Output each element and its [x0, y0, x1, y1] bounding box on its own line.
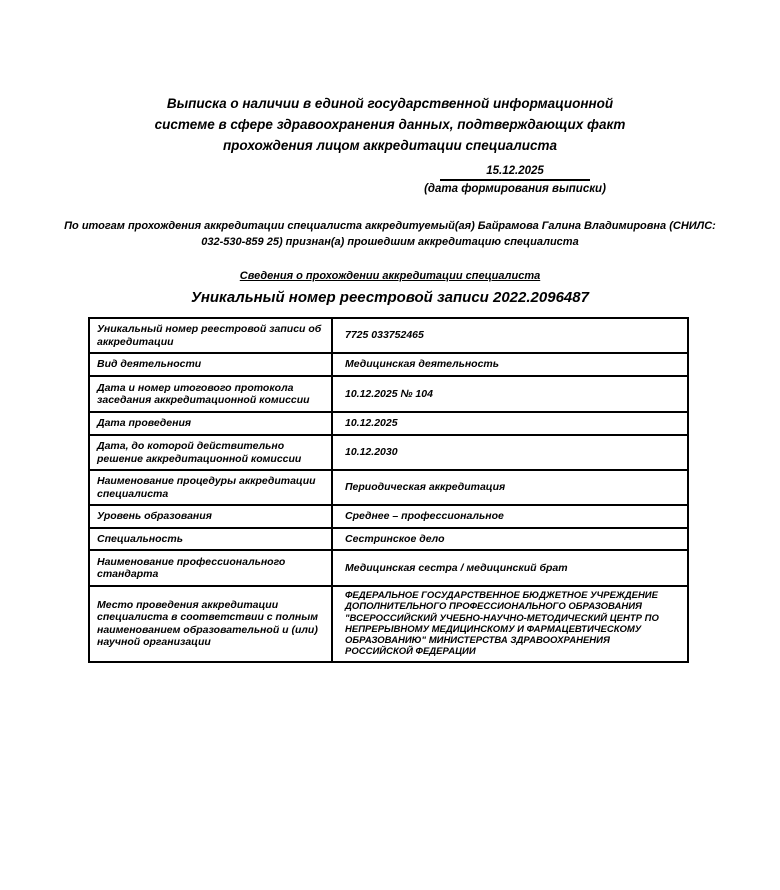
row-label: Наименование процедуры аккредитации специалиста	[89, 470, 332, 505]
table-row	[89, 470, 688, 505]
row-value: 10.12.2030	[332, 435, 688, 470]
row-label: Уникальный номер реестровой записи об аккредитации	[89, 318, 332, 353]
row-label: Место проведения аккредитации специалиста в соответствии с полным наименованием образовательной и (или) научной организации	[89, 586, 332, 662]
table-row	[89, 376, 688, 412]
document-title-line: Выписка о наличии в единой государственной информационной	[166, 96, 614, 111]
row-label: Уровень образования	[89, 505, 332, 528]
issue-date-block	[410, 164, 620, 196]
issue-date-caption: (дата формирования выписки)	[424, 183, 606, 195]
accreditation-table	[88, 317, 689, 663]
row-value: Медицинская деятельность	[332, 353, 688, 376]
row-value: Среднее – профессиональное	[332, 505, 688, 528]
issue-date-value: 15.12.2025	[440, 164, 590, 181]
table-row	[89, 353, 688, 376]
row-label: Наименование профессионального стандарта	[89, 550, 332, 586]
table-row	[89, 550, 688, 586]
document-title-line: прохождения лицом аккредитации специалиста	[222, 138, 558, 153]
table-row	[89, 435, 688, 470]
row-value: Медицинская сестра / медицинский брат	[332, 550, 688, 586]
row-label: Специальность	[89, 528, 332, 550]
row-value: 7725 033752465	[332, 318, 688, 353]
document-title-line: системе в сфере здравоохранения данных, подтверждающих факт	[154, 117, 626, 132]
row-value: 10.12.2025 № 104	[332, 376, 688, 412]
document-title	[0, 0, 780, 156]
section-title: Сведения о прохождении аккредитации специалиста	[239, 270, 541, 282]
table-row	[89, 505, 688, 528]
intro-line: 032-530-859 25) признан(а) прошедшим аккредитацию специалиста	[201, 236, 579, 248]
row-label: Дата проведения	[89, 412, 332, 435]
table-row	[89, 412, 688, 435]
row-label: Дата, до которой действительно решение аккредитационной комиссии	[89, 435, 332, 470]
row-value: ФЕДЕРАЛЬНОЕ ГОСУДАРСТВЕННОЕ БЮДЖЕТНОЕ УЧРЕЖДЕНИЕ ДОПОЛНИТЕЛЬНОГО ПРОФЕССИОНАЛЬНОГО ОБРАЗОВАНИЯ "ВСЕРОССИЙСКИЙ УЧЕБНО-НАУЧНО-МЕТОДИЧЕСКИЙ ЦЕНТР ПО НЕПРЕРЫВНОМУ МЕДИЦИНСКОМУ И ФАРМАЦЕВТИЧЕСКОМУ ОБРАЗОВАНИЮ" МИНИСТЕРСТВА ЗДРАВООХРАНЕНИЯ РОССИЙСКОЙ ФЕДЕРАЦИИ	[332, 586, 688, 662]
accreditation-table-body	[89, 318, 688, 662]
intro-line: По итогам прохождения аккредитации специалиста аккредитуемый(ая) Байрамова Галина Владимировна (СНИЛС:	[64, 220, 716, 232]
table-row	[89, 318, 688, 353]
row-value: Периодическая аккредитация	[332, 470, 688, 505]
row-label: Дата и номер итогового протокола заседания аккредитационной комиссии	[89, 376, 332, 412]
table-row	[89, 528, 688, 550]
table-row	[89, 586, 688, 662]
row-value: 10.12.2025	[332, 412, 688, 435]
row-label: Вид деятельности	[89, 353, 332, 376]
intro-paragraph	[0, 218, 780, 250]
row-value: Сестринское дело	[332, 528, 688, 550]
registry-number-heading: Уникальный номер реестровой записи 2022.2096487	[191, 289, 589, 306]
